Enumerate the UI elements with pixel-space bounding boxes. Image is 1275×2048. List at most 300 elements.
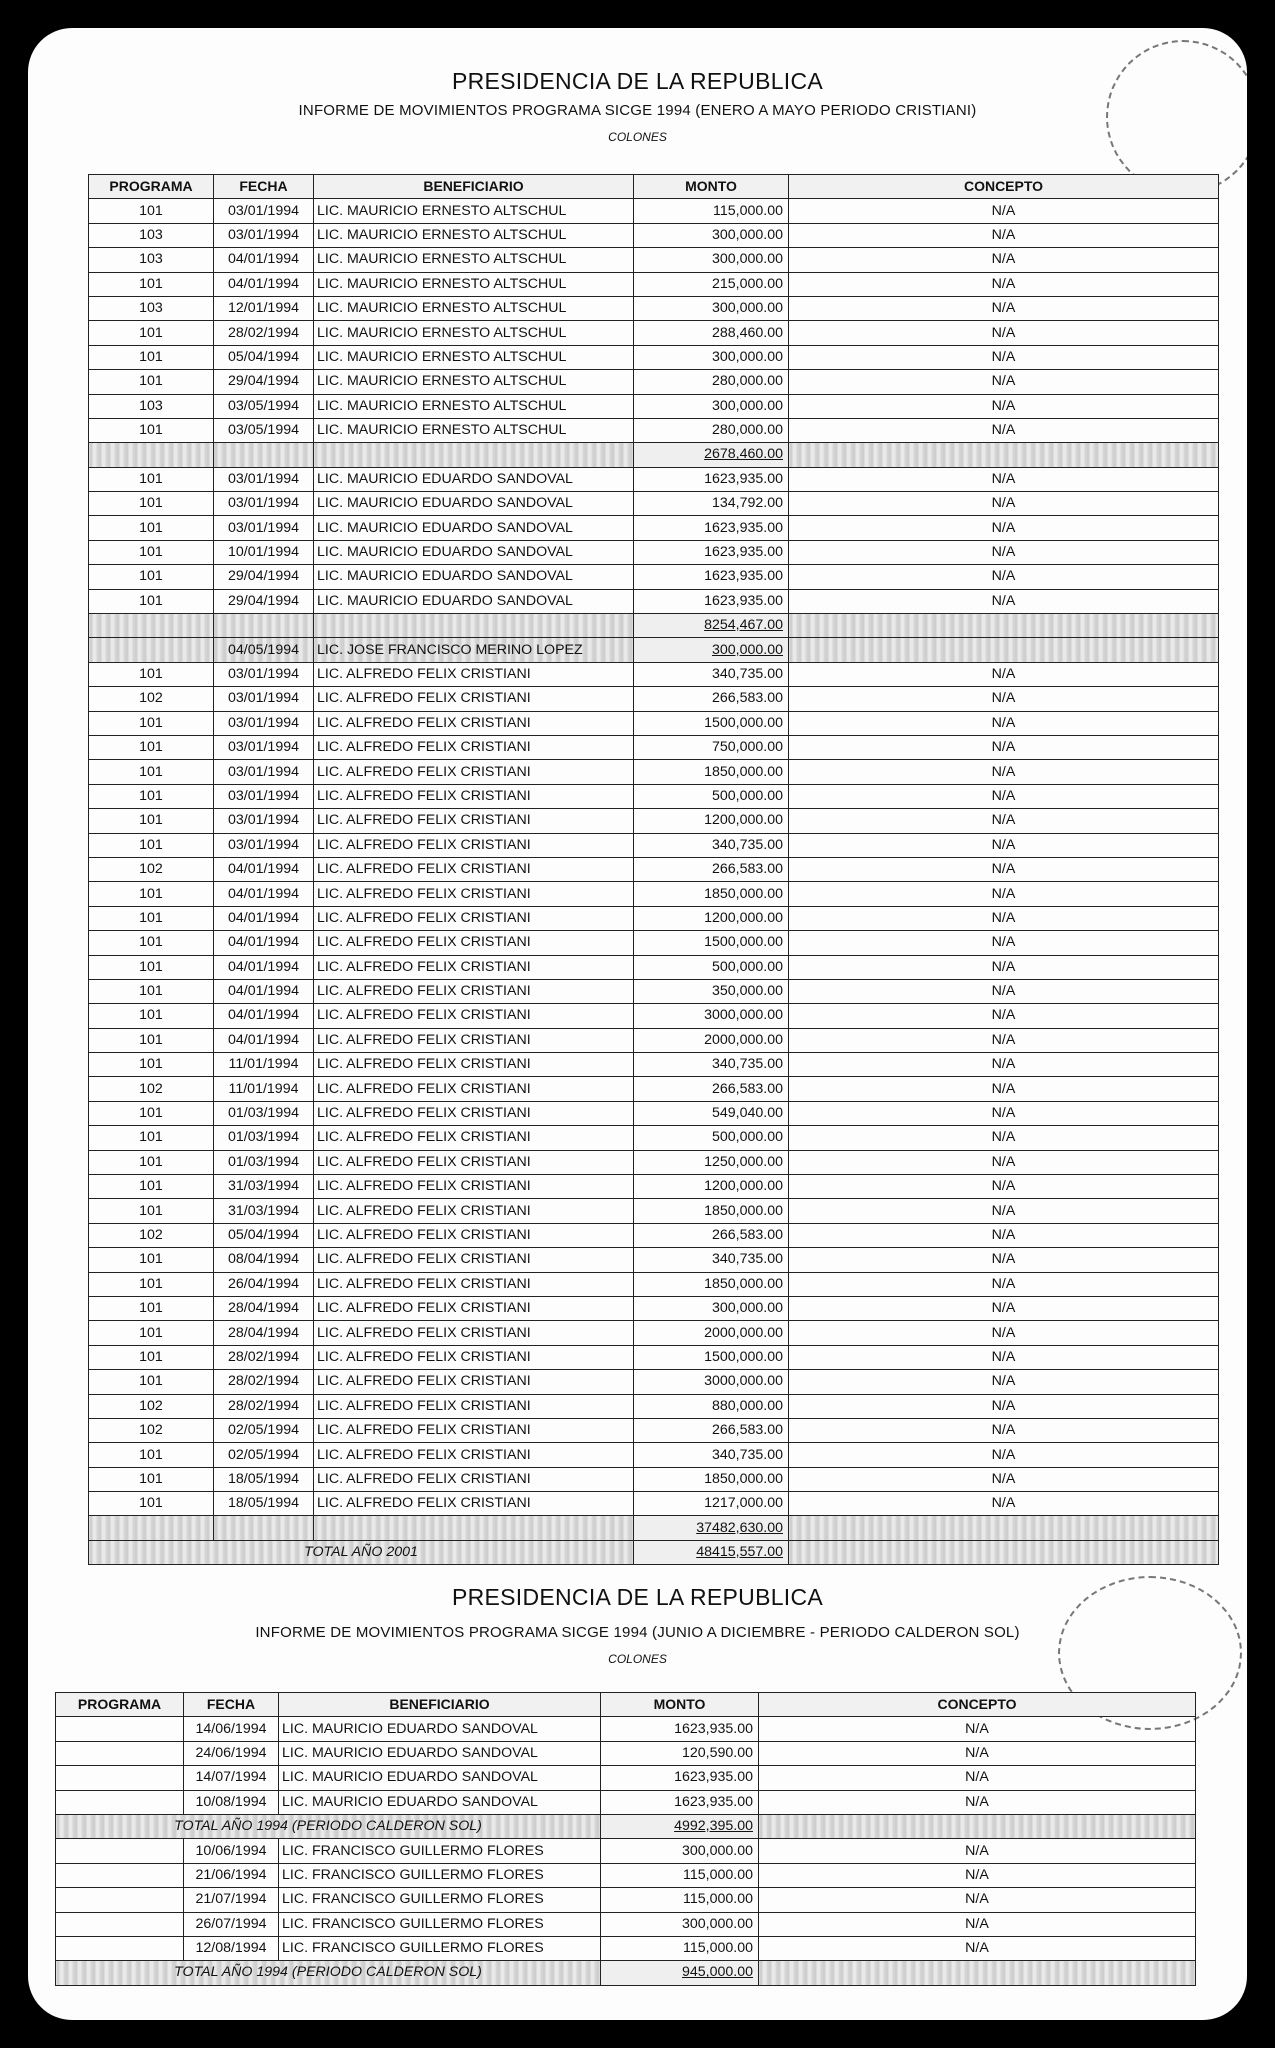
cell-fecha: 14/06/1994 <box>184 1717 279 1741</box>
table-row <box>56 1766 1196 1790</box>
cell-concepto: N/A <box>789 516 1219 540</box>
cell-fecha: 18/05/1994 <box>214 1467 314 1491</box>
table-row <box>89 760 1219 784</box>
cell-beneficiario: LIC. MAURICIO ERNESTO ALTSCHUL <box>314 223 634 247</box>
total-amount: 4992,395.00 <box>601 1814 759 1838</box>
table-row <box>89 857 1219 881</box>
report1-currency: COLONES <box>608 130 667 144</box>
cell-fecha: 31/03/1994 <box>214 1175 314 1199</box>
cell-fecha: 04/01/1994 <box>214 979 314 1003</box>
cell-concepto: N/A <box>789 687 1219 711</box>
table-row <box>89 272 1219 296</box>
cell-fecha: 03/01/1994 <box>214 492 314 516</box>
cell-fecha: 04/01/1994 <box>214 272 314 296</box>
cell-concepto: N/A <box>789 906 1219 930</box>
cell-beneficiario: LIC. ALFREDO FELIX CRISTIANI <box>314 1199 634 1223</box>
cell-concepto: N/A <box>789 979 1219 1003</box>
cell-monto: 266,583.00 <box>634 857 789 881</box>
cell-beneficiario: LIC. ALFREDO FELIX CRISTIANI <box>314 955 634 979</box>
cell-monto: 300,000.00 <box>634 1296 789 1320</box>
table-row <box>89 1028 1219 1052</box>
cell-programa: 101 <box>89 662 214 686</box>
subtotal-amount: 8254,467.00 <box>634 614 789 638</box>
cell-concepto: N/A <box>789 1467 1219 1491</box>
cell-monto: 215,000.00 <box>634 272 789 296</box>
cell-fecha: 03/05/1994 <box>214 418 314 442</box>
cell-monto: 300,000.00 <box>634 296 789 320</box>
subtotal-row <box>89 614 1219 638</box>
cell-programa: 101 <box>89 418 214 442</box>
cell-beneficiario: LIC. ALFREDO FELIX CRISTIANI <box>314 1296 634 1320</box>
cell-beneficiario: LIC. ALFREDO FELIX CRISTIANI <box>314 1150 634 1174</box>
table-row <box>89 1175 1219 1199</box>
cell-monto: 300,000.00 <box>634 248 789 272</box>
cell-programa <box>56 1936 184 1960</box>
blank-cell <box>314 1516 634 1540</box>
cell-concepto: N/A <box>789 1248 1219 1272</box>
cell-programa: 101 <box>89 272 214 296</box>
cell-programa: 101 <box>89 1345 214 1369</box>
subtotal-amount: 2678,460.00 <box>634 443 789 467</box>
blank-cell <box>789 1516 1219 1540</box>
cell-programa: 101 <box>89 1150 214 1174</box>
cell-concepto: N/A <box>789 1370 1219 1394</box>
report1-title: PRESIDENCIA DE LA REPUBLICA <box>451 68 824 94</box>
cell-programa <box>89 638 214 662</box>
blank-cell <box>89 1516 214 1540</box>
cell-fecha: 03/01/1994 <box>214 223 314 247</box>
cell-monto: 1623,935.00 <box>634 565 789 589</box>
cell-programa: 101 <box>89 1370 214 1394</box>
cell-beneficiario: LIC. ALFREDO FELIX CRISTIANI <box>314 1223 634 1247</box>
cell-beneficiario: LIC. MAURICIO ERNESTO ALTSCHUL <box>314 248 634 272</box>
cell-beneficiario: LIC. ALFREDO FELIX CRISTIANI <box>314 1321 634 1345</box>
blank-cell <box>89 443 214 467</box>
table-row <box>89 418 1219 442</box>
cell-fecha: 29/04/1994 <box>214 589 314 613</box>
cell-monto: 1623,935.00 <box>634 516 789 540</box>
cell-concepto: N/A <box>789 1418 1219 1442</box>
cell-monto: 300,000.00 <box>634 638 789 662</box>
header-row <box>89 175 1219 199</box>
cell-fecha: 04/01/1994 <box>214 1004 314 1028</box>
cell-fecha: 03/01/1994 <box>214 516 314 540</box>
header-fecha: FECHA <box>214 175 314 199</box>
cell-beneficiario: LIC. FRANCISCO GUILLERMO FLORES <box>279 1936 601 1960</box>
cell-fecha: 03/01/1994 <box>214 199 314 223</box>
cell-fecha: 01/03/1994 <box>214 1126 314 1150</box>
table-row <box>89 711 1219 735</box>
cell-monto: 1850,000.00 <box>634 1199 789 1223</box>
table-row <box>89 467 1219 491</box>
cell-fecha: 10/06/1994 <box>184 1839 279 1863</box>
cell-beneficiario: LIC. ALFREDO FELIX CRISTIANI <box>314 1053 634 1077</box>
cell-monto: 300,000.00 <box>634 345 789 369</box>
blank-cell <box>789 443 1219 467</box>
cell-monto: 3000,000.00 <box>634 1004 789 1028</box>
header-beneficiario: BENEFICIARIO <box>314 175 634 199</box>
cell-concepto: N/A <box>789 1492 1219 1516</box>
cell-monto: 115,000.00 <box>601 1936 759 1960</box>
cell-monto: 300,000.00 <box>634 394 789 418</box>
cell-concepto: N/A <box>789 540 1219 564</box>
table-row <box>89 321 1219 345</box>
cell-monto: 2000,000.00 <box>634 1028 789 1052</box>
report1-subtitle: INFORME DE MOVIMIENTOS PROGRAMA SICGE 1994 (ENERO A MAYO PERIODO CRISTIANI) <box>298 102 977 119</box>
cell-beneficiario: LIC. MAURICIO ERNESTO ALTSCHUL <box>314 370 634 394</box>
cell-programa: 101 <box>89 540 214 564</box>
cell-beneficiario: LIC. ALFREDO FELIX CRISTIANI <box>314 1418 634 1442</box>
total-label: TOTAL AÑO 2001 <box>89 1540 634 1564</box>
cell-concepto: N/A <box>789 711 1219 735</box>
cell-programa: 101 <box>89 1272 214 1296</box>
header-beneficiario: BENEFICIARIO <box>279 1693 601 1717</box>
table-row <box>89 735 1219 759</box>
cell-monto: 1850,000.00 <box>634 882 789 906</box>
cell-beneficiario: LIC. ALFREDO FELIX CRISTIANI <box>314 1492 634 1516</box>
cell-monto: 300,000.00 <box>601 1839 759 1863</box>
blank-cell <box>214 614 314 638</box>
table-row <box>89 784 1219 808</box>
table-row <box>56 1717 1196 1741</box>
cell-programa: 101 <box>89 882 214 906</box>
blank-cell <box>214 1516 314 1540</box>
cell-beneficiario: LIC. ALFREDO FELIX CRISTIANI <box>314 1004 634 1028</box>
cell-beneficiario: LIC. ALFREDO FELIX CRISTIANI <box>314 906 634 930</box>
header-monto: MONTO <box>601 1693 759 1717</box>
cell-concepto: N/A <box>789 1345 1219 1369</box>
cell-fecha: 28/02/1994 <box>214 1370 314 1394</box>
cell-concepto: N/A <box>759 1863 1196 1887</box>
cell-programa: 102 <box>89 1394 214 1418</box>
cell-beneficiario: LIC. ALFREDO FELIX CRISTIANI <box>314 1028 634 1052</box>
table-row <box>89 1443 1219 1467</box>
cell-fecha: 31/03/1994 <box>214 1199 314 1223</box>
cell-fecha: 28/04/1994 <box>214 1321 314 1345</box>
blank-cell <box>789 614 1219 638</box>
cell-beneficiario: LIC. FRANCISCO GUILLERMO FLORES <box>279 1912 601 1936</box>
table-row <box>89 394 1219 418</box>
cell-beneficiario: LIC. MAURICIO EDUARDO SANDOVAL <box>314 540 634 564</box>
cell-fecha: 08/04/1994 <box>214 1248 314 1272</box>
cell-concepto: N/A <box>789 662 1219 686</box>
report2-table <box>55 1692 1196 1986</box>
cell-concepto: N/A <box>789 1223 1219 1247</box>
table-row <box>89 223 1219 247</box>
cell-programa: 102 <box>89 687 214 711</box>
cell-concepto: N/A <box>759 1839 1196 1863</box>
cell-programa: 102 <box>89 1223 214 1247</box>
cell-concepto: N/A <box>789 1101 1219 1125</box>
cell-monto: 1200,000.00 <box>634 1175 789 1199</box>
cell-monto: 1200,000.00 <box>634 906 789 930</box>
cell-fecha: 10/08/1994 <box>184 1790 279 1814</box>
cell-beneficiario: LIC. JOSE FRANCISCO MERINO LOPEZ <box>314 638 634 662</box>
document-page <box>28 28 1247 2020</box>
total-label: TOTAL AÑO 1994 (PERIODO CALDERON SOL) <box>56 1814 601 1838</box>
table-row <box>89 1248 1219 1272</box>
cell-fecha: 28/02/1994 <box>214 1345 314 1369</box>
table-row <box>89 1345 1219 1369</box>
blank-cell <box>214 443 314 467</box>
cell-monto: 280,000.00 <box>634 370 789 394</box>
cell-fecha: 03/01/1994 <box>214 662 314 686</box>
table-row <box>89 931 1219 955</box>
total-amount: 48415,557.00 <box>634 1540 789 1564</box>
cell-monto: 115,000.00 <box>634 199 789 223</box>
cell-monto: 115,000.00 <box>601 1863 759 1887</box>
cell-concepto: N/A <box>789 1150 1219 1174</box>
cell-fecha: 28/02/1994 <box>214 321 314 345</box>
cell-fecha: 29/04/1994 <box>214 370 314 394</box>
cell-programa: 101 <box>89 1053 214 1077</box>
cell-beneficiario: LIC. ALFREDO FELIX CRISTIANI <box>314 1394 634 1418</box>
cell-programa: 102 <box>89 1077 214 1101</box>
cell-beneficiario: LIC. ALFREDO FELIX CRISTIANI <box>314 1345 634 1369</box>
total-label: TOTAL AÑO 1994 (PERIODO CALDERON SOL) <box>56 1961 601 1985</box>
cell-programa: 103 <box>89 394 214 418</box>
cell-fecha: 03/01/1994 <box>214 760 314 784</box>
cell-monto: 266,583.00 <box>634 687 789 711</box>
cell-monto: 880,000.00 <box>634 1394 789 1418</box>
cell-concepto: N/A <box>789 370 1219 394</box>
cell-monto: 1850,000.00 <box>634 760 789 784</box>
report2-currency: COLONES <box>608 1652 667 1666</box>
cell-monto: 266,583.00 <box>634 1223 789 1247</box>
cell-beneficiario: LIC. ALFREDO FELIX CRISTIANI <box>314 760 634 784</box>
header-row <box>56 1693 1196 1717</box>
cell-monto: 120,590.00 <box>601 1741 759 1765</box>
blank-cell <box>789 1540 1219 1564</box>
cell-programa <box>56 1888 184 1912</box>
cell-beneficiario: LIC. ALFREDO FELIX CRISTIANI <box>314 1443 634 1467</box>
cell-fecha: 11/01/1994 <box>214 1053 314 1077</box>
cell-fecha: 04/01/1994 <box>214 931 314 955</box>
cell-beneficiario: LIC. MAURICIO EDUARDO SANDOVAL <box>314 492 634 516</box>
cell-concepto: N/A <box>789 1077 1219 1101</box>
cell-concepto: N/A <box>789 248 1219 272</box>
cell-beneficiario: LIC. MAURICIO EDUARDO SANDOVAL <box>279 1766 601 1790</box>
cell-beneficiario: LIC. MAURICIO EDUARDO SANDOVAL <box>279 1741 601 1765</box>
cell-beneficiario: LIC. ALFREDO FELIX CRISTIANI <box>314 979 634 1003</box>
cell-programa: 103 <box>89 248 214 272</box>
cell-programa: 102 <box>89 1418 214 1442</box>
table-row <box>56 1936 1196 1960</box>
cell-beneficiario: LIC. MAURICIO ERNESTO ALTSCHUL <box>314 345 634 369</box>
cell-concepto: N/A <box>759 1741 1196 1765</box>
table-row <box>89 345 1219 369</box>
cell-concepto: N/A <box>789 809 1219 833</box>
table-row <box>56 1839 1196 1863</box>
header-monto: MONTO <box>634 175 789 199</box>
cell-concepto: N/A <box>789 784 1219 808</box>
cell-concepto: N/A <box>789 1126 1219 1150</box>
cell-fecha: 28/02/1994 <box>214 1394 314 1418</box>
cell-beneficiario: LIC. ALFREDO FELIX CRISTIANI <box>314 882 634 906</box>
cell-monto: 500,000.00 <box>634 784 789 808</box>
cell-monto: 750,000.00 <box>634 735 789 759</box>
cell-beneficiario: LIC. ALFREDO FELIX CRISTIANI <box>314 1467 634 1491</box>
cell-programa: 101 <box>89 1296 214 1320</box>
cell-beneficiario: LIC. ALFREDO FELIX CRISTIANI <box>314 784 634 808</box>
table-row <box>89 687 1219 711</box>
cell-monto: 1850,000.00 <box>634 1467 789 1491</box>
cell-programa: 101 <box>89 565 214 589</box>
report2-title: PRESIDENCIA DE LA REPUBLICA <box>451 1584 824 1610</box>
cell-programa: 101 <box>89 1467 214 1491</box>
table-row <box>89 1418 1219 1442</box>
table-row <box>89 1223 1219 1247</box>
cell-concepto: N/A <box>789 321 1219 345</box>
cell-beneficiario: LIC. ALFREDO FELIX CRISTIANI <box>314 1175 634 1199</box>
cell-beneficiario: LIC. ALFREDO FELIX CRISTIANI <box>314 809 634 833</box>
cell-programa: 101 <box>89 516 214 540</box>
cell-beneficiario: LIC. ALFREDO FELIX CRISTIANI <box>314 1248 634 1272</box>
table-row <box>89 1101 1219 1125</box>
cell-programa <box>56 1766 184 1790</box>
cell-fecha: 03/05/1994 <box>214 394 314 418</box>
cell-fecha: 14/07/1994 <box>184 1766 279 1790</box>
cell-fecha: 03/01/1994 <box>214 687 314 711</box>
cell-monto: 1623,935.00 <box>634 467 789 491</box>
cell-programa: 101 <box>89 321 214 345</box>
total-row <box>56 1814 1196 1838</box>
report2-subtitle: INFORME DE MOVIMIENTOS PROGRAMA SICGE 1994 (JUNIO A DICIEMBRE - PERIODO CALDERON SOL) <box>255 1624 1020 1641</box>
table-row <box>89 979 1219 1003</box>
cell-programa: 103 <box>89 223 214 247</box>
cell-fecha: 03/01/1994 <box>214 711 314 735</box>
table-row <box>89 1077 1219 1101</box>
cell-beneficiario: LIC. MAURICIO ERNESTO ALTSCHUL <box>314 394 634 418</box>
table-row <box>56 1790 1196 1814</box>
cell-concepto: N/A <box>789 1199 1219 1223</box>
highlighted-row <box>89 638 1219 662</box>
cell-fecha: 26/04/1994 <box>214 1272 314 1296</box>
cell-programa: 101 <box>89 1101 214 1125</box>
cell-fecha: 01/03/1994 <box>214 1150 314 1174</box>
table-row <box>56 1912 1196 1936</box>
cell-fecha: 21/06/1994 <box>184 1863 279 1887</box>
cell-programa: 101 <box>89 467 214 491</box>
cell-concepto: N/A <box>789 760 1219 784</box>
cell-programa <box>56 1717 184 1741</box>
cell-fecha: 10/01/1994 <box>214 540 314 564</box>
cell-concepto: N/A <box>789 955 1219 979</box>
cell-concepto: N/A <box>789 882 1219 906</box>
cell-monto: 1200,000.00 <box>634 809 789 833</box>
cell-concepto: N/A <box>789 1394 1219 1418</box>
cell-programa: 101 <box>89 1175 214 1199</box>
cell-fecha: 04/01/1994 <box>214 955 314 979</box>
header-programa: PROGRAMA <box>89 175 214 199</box>
cell-programa: 101 <box>89 1199 214 1223</box>
cell-monto: 340,735.00 <box>634 1443 789 1467</box>
cell-fecha: 21/07/1994 <box>184 1888 279 1912</box>
cell-monto: 1623,935.00 <box>634 589 789 613</box>
cell-fecha: 03/01/1994 <box>214 833 314 857</box>
cell-beneficiario: LIC. MAURICIO ERNESTO ALTSCHUL <box>314 199 634 223</box>
blank-cell <box>314 443 634 467</box>
cell-monto: 340,735.00 <box>634 833 789 857</box>
cell-monto: 288,460.00 <box>634 321 789 345</box>
cell-programa: 102 <box>89 857 214 881</box>
cell-monto: 1623,935.00 <box>634 540 789 564</box>
cell-fecha: 04/05/1994 <box>214 638 314 662</box>
cell-beneficiario: LIC. ALFREDO FELIX CRISTIANI <box>314 662 634 686</box>
cell-beneficiario: LIC. MAURICIO ERNESTO ALTSCHUL <box>314 321 634 345</box>
cell-beneficiario: LIC. MAURICIO ERNESTO ALTSCHUL <box>314 272 634 296</box>
cell-programa: 101 <box>89 735 214 759</box>
cell-beneficiario: LIC. ALFREDO FELIX CRISTIANI <box>314 711 634 735</box>
cell-monto: 1500,000.00 <box>634 1345 789 1369</box>
cell-concepto: N/A <box>759 1717 1196 1741</box>
cell-programa: 101 <box>89 931 214 955</box>
cell-concepto: N/A <box>789 272 1219 296</box>
report1-table <box>88 174 1219 1565</box>
cell-fecha: 24/06/1994 <box>184 1741 279 1765</box>
cell-monto: 134,792.00 <box>634 492 789 516</box>
table-row <box>89 906 1219 930</box>
cell-concepto: N/A <box>759 1936 1196 1960</box>
table-row <box>89 1370 1219 1394</box>
cell-monto: 1500,000.00 <box>634 931 789 955</box>
cell-concepto: N/A <box>789 1053 1219 1077</box>
cell-monto: 280,000.00 <box>634 418 789 442</box>
cell-concepto: N/A <box>759 1790 1196 1814</box>
cell-concepto: N/A <box>789 565 1219 589</box>
cell-monto: 1623,935.00 <box>601 1790 759 1814</box>
cell-fecha: 04/01/1994 <box>214 1028 314 1052</box>
cell-fecha: 05/04/1994 <box>214 345 314 369</box>
cell-monto: 1217,000.00 <box>634 1492 789 1516</box>
cell-concepto: N/A <box>789 467 1219 491</box>
cell-monto: 350,000.00 <box>634 979 789 1003</box>
cell-monto: 500,000.00 <box>634 955 789 979</box>
cell-programa: 101 <box>89 1443 214 1467</box>
header-concepto: CONCEPTO <box>789 175 1219 199</box>
cell-fecha: 04/01/1994 <box>214 248 314 272</box>
cell-programa <box>56 1912 184 1936</box>
table-row <box>56 1888 1196 1912</box>
cell-fecha: 03/01/1994 <box>214 784 314 808</box>
cell-beneficiario: LIC. MAURICIO EDUARDO SANDOVAL <box>279 1717 601 1741</box>
table-row <box>89 1053 1219 1077</box>
cell-beneficiario: LIC. ALFREDO FELIX CRISTIANI <box>314 1126 634 1150</box>
cell-concepto: N/A <box>789 1004 1219 1028</box>
table-row <box>89 565 1219 589</box>
table-row <box>89 492 1219 516</box>
cell-programa <box>56 1741 184 1765</box>
subtotal-row <box>89 1516 1219 1540</box>
table-row <box>89 540 1219 564</box>
cell-beneficiario: LIC. MAURICIO EDUARDO SANDOVAL <box>314 589 634 613</box>
table-row <box>89 1272 1219 1296</box>
cell-fecha: 03/01/1994 <box>214 467 314 491</box>
table-row <box>56 1863 1196 1887</box>
cell-concepto: N/A <box>789 1296 1219 1320</box>
cell-beneficiario: LIC. MAURICIO ERNESTO ALTSCHUL <box>314 296 634 320</box>
cell-concepto: N/A <box>789 1272 1219 1296</box>
cell-programa: 101 <box>89 370 214 394</box>
cell-beneficiario: LIC. ALFREDO FELIX CRISTIANI <box>314 931 634 955</box>
cell-beneficiario: LIC. ALFREDO FELIX CRISTIANI <box>314 735 634 759</box>
cell-monto: 1500,000.00 <box>634 711 789 735</box>
cell-fecha: 04/01/1994 <box>214 906 314 930</box>
cell-concepto: N/A <box>789 199 1219 223</box>
cell-concepto: N/A <box>789 1321 1219 1345</box>
header-programa: PROGRAMA <box>56 1693 184 1717</box>
cell-monto: 340,735.00 <box>634 1248 789 1272</box>
